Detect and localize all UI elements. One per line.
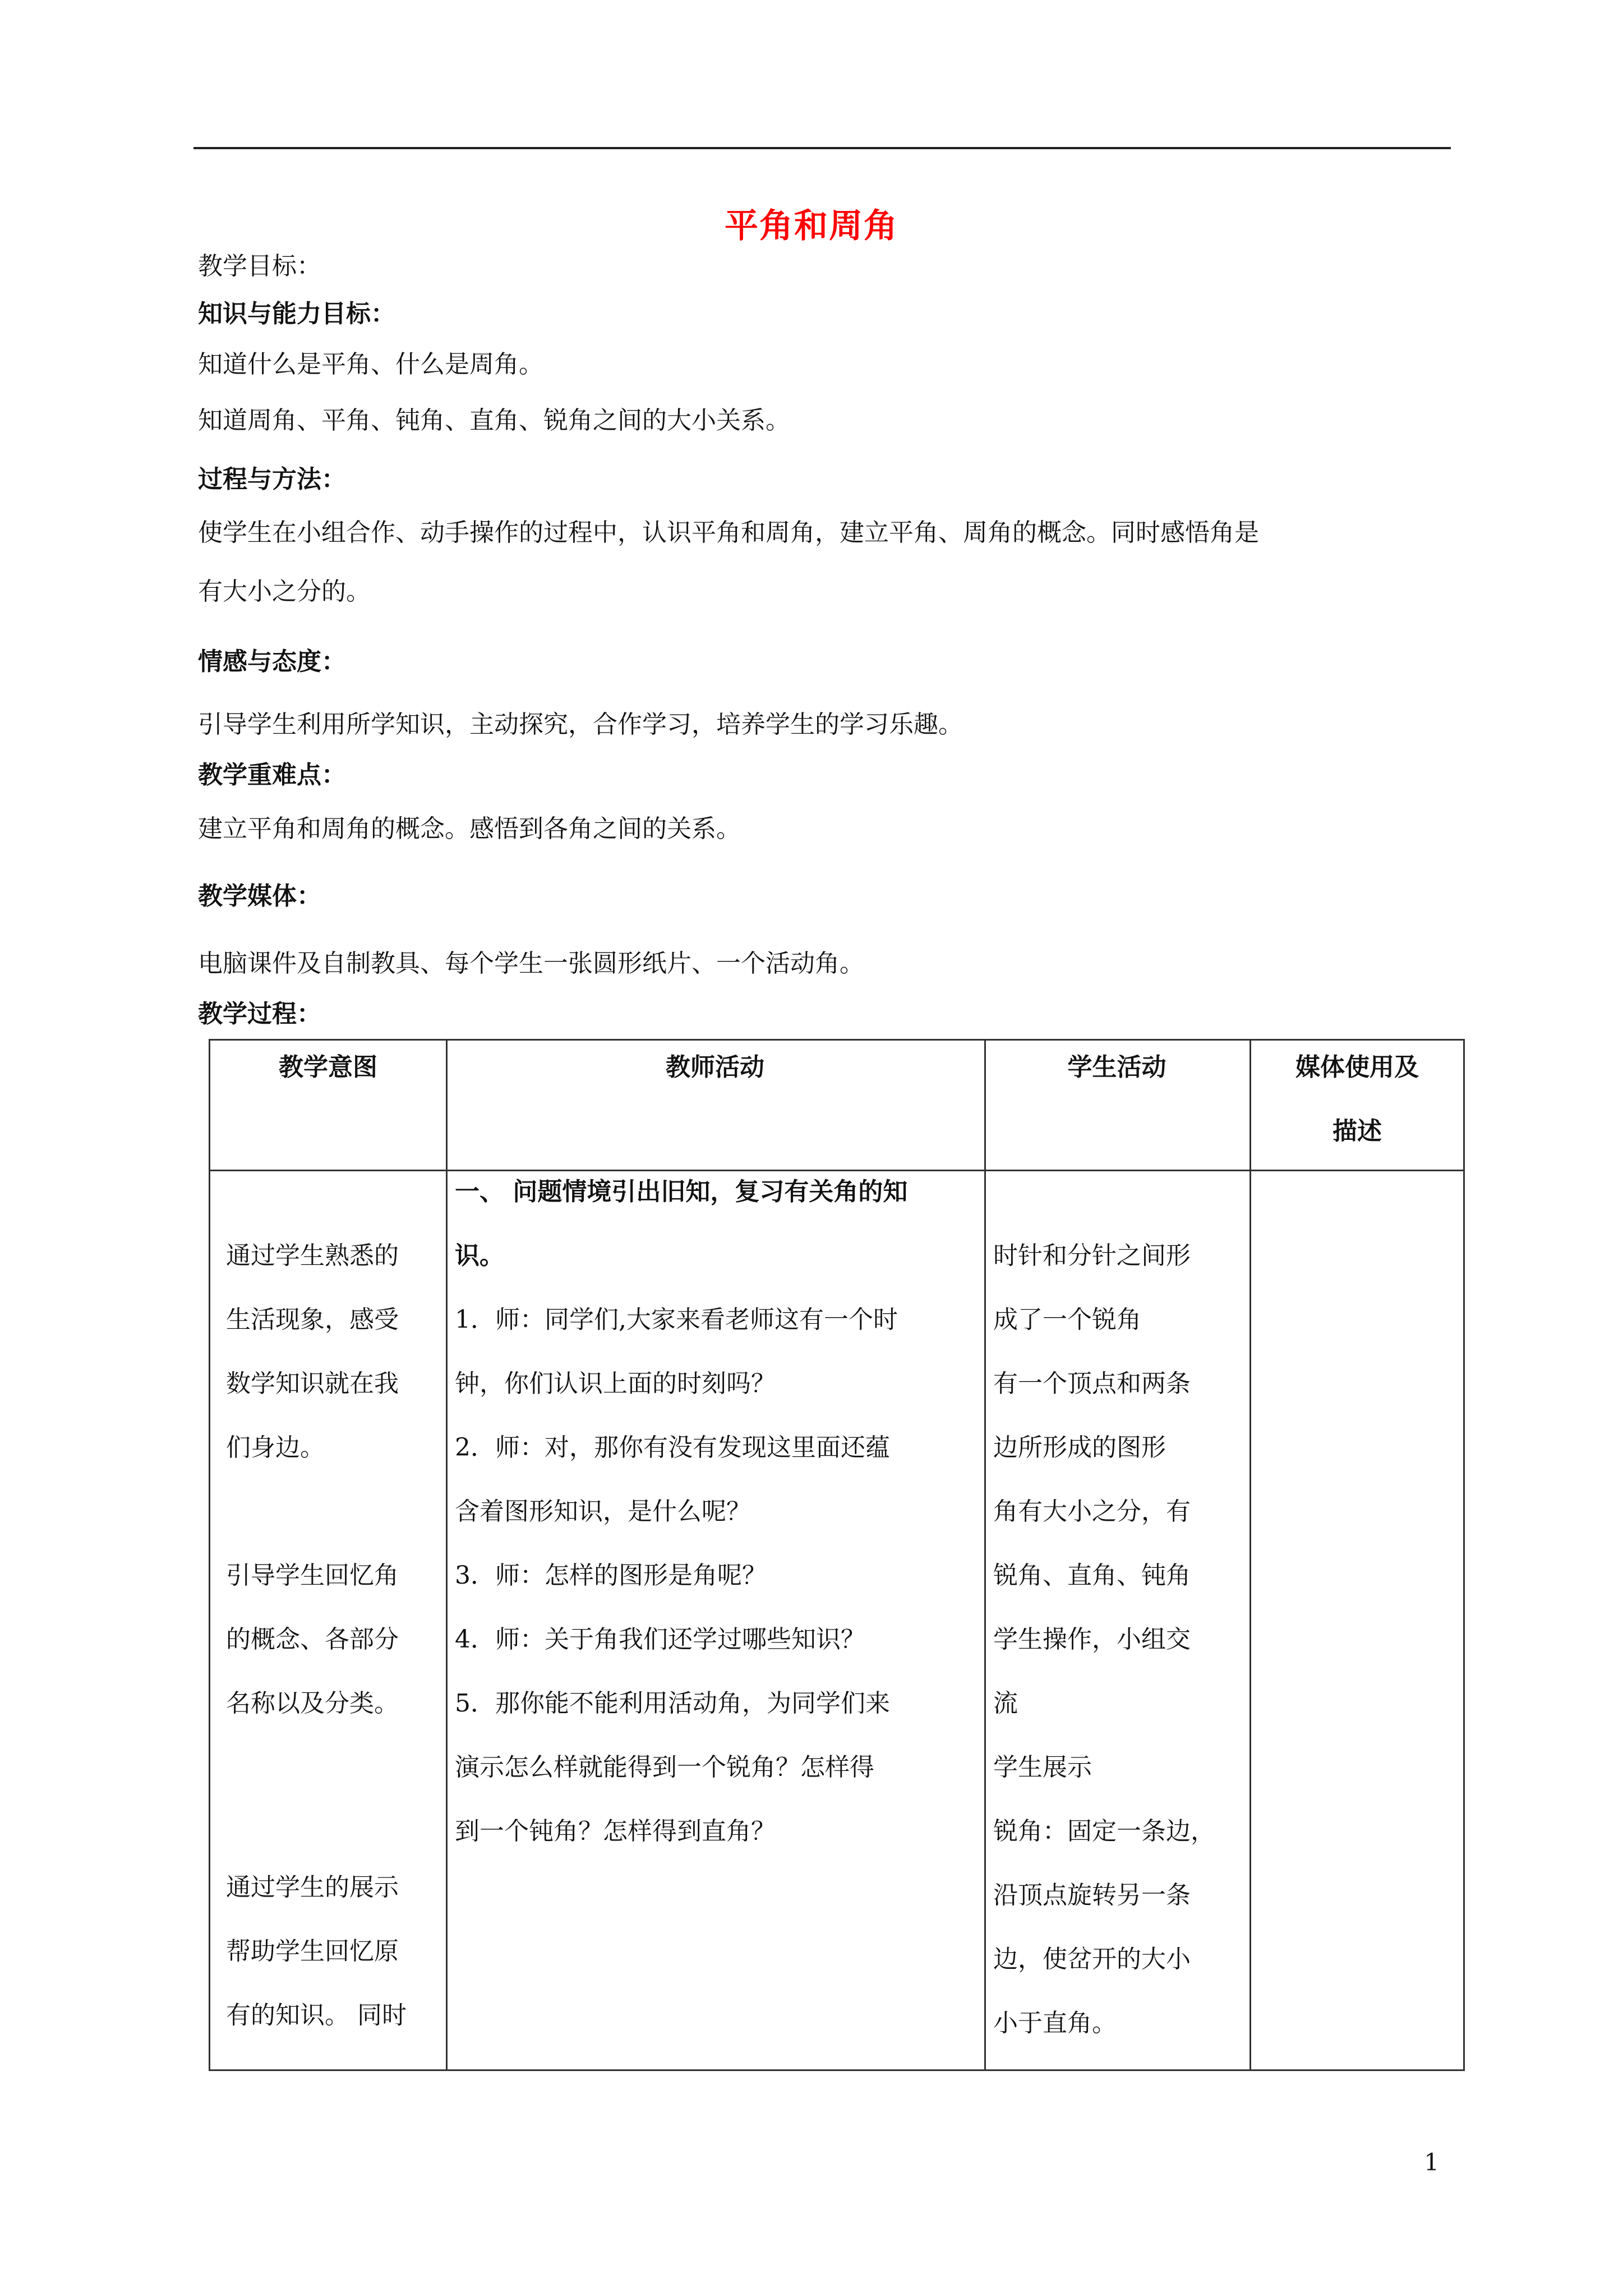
teacher-line: 2．师：对，那你有没有发现这里面还蕴 [455, 1433, 890, 1462]
intent-line: 名称以及分类。 [226, 1689, 399, 1718]
keypoint-line: 建立平角和周角的概念。感悟到各角之间的关系。 [198, 815, 741, 843]
process-line: 使学生在小组合作、动手操作的过程中，认识平角和周角，建立平角、周角的概念。同时感悟角是 [198, 518, 1259, 547]
column-divider [984, 1041, 986, 2069]
student-line: 锐角、直角、钝角 [993, 1561, 1191, 1590]
intent-line: 的概念、各部分 [226, 1625, 399, 1654]
header-rule [193, 147, 1451, 149]
intent-line: 数学知识就在我 [226, 1369, 399, 1398]
page-number: 1 [1424, 2148, 1439, 2176]
column-divider [1249, 1041, 1251, 2069]
teacher-line: 演示怎么样就能得到一个锐角？怎样得 [455, 1753, 874, 1782]
page-title: 平角和周角 [725, 206, 898, 246]
teacher-section-heading: 一、 问题情境引出旧知，复习有关角的知 [455, 1177, 908, 1206]
emotion-heading: 情感与态度： [198, 647, 346, 676]
header-media: 媒体使用及 [1295, 1053, 1419, 1082]
knowledge-line: 知道什么是平角、什么是周角。 [198, 350, 543, 379]
emotion-line: 引导学生利用所学知识，主动探究，合作学习，培养学生的学习乐趣。 [198, 710, 963, 739]
header-student: 学生活动 [1067, 1053, 1166, 1082]
teacher-line: 钟，你们认识上面的时刻吗？ [455, 1369, 776, 1398]
student-line: 有一个顶点和两条 [993, 1369, 1191, 1398]
intent-line: 通过学生熟悉的 [226, 1241, 399, 1270]
student-line: 学生展示 [993, 1753, 1092, 1782]
teacher-line: 3．师：怎样的图形是角呢？ [455, 1561, 767, 1590]
intent-line: 帮助学生回忆原 [226, 1937, 399, 1966]
teacher-section-heading-cont: 识。 [455, 1241, 504, 1270]
student-line: 流 [993, 1689, 1018, 1718]
header-intent: 教学意图 [279, 1053, 377, 1082]
student-line: 边所形成的图形 [993, 1433, 1166, 1462]
teaching-process-table [209, 1039, 1465, 2071]
intent-line: 有的知识。 同时 [226, 2001, 407, 2030]
student-line: 小于直角。 [993, 2009, 1117, 2037]
student-line: 锐角：固定一条边， [993, 1817, 1215, 1846]
teacher-line: 5．那你能不能利用活动角，为同学们来 [455, 1689, 890, 1718]
process-heading: 过程与方法： [198, 465, 346, 494]
teacher-line: 1．师：同学们,大家来看老师这有一个时 [455, 1305, 898, 1334]
teacher-line: 到一个钝角？怎样得到直角？ [455, 1817, 776, 1846]
process-line: 有大小之分的。 [198, 577, 371, 606]
header-media-desc: 描述 [1332, 1117, 1382, 1145]
knowledge-line: 知道周角、平角、钝角、直角、锐角之间的大小关系。 [198, 406, 790, 435]
goals-label: 教学目标： [198, 252, 321, 280]
student-line: 边，使岔开的大小 [993, 1945, 1191, 1973]
student-line: 成了一个锐角 [993, 1305, 1141, 1334]
teacher-line: 含着图形知识，是什么呢？ [455, 1497, 751, 1526]
student-line: 学生操作，小组交 [993, 1625, 1191, 1654]
student-line: 时针和分针之间形 [993, 1241, 1191, 1270]
media-heading: 教学媒体： [198, 882, 321, 910]
keypoint-heading: 教学重难点： [198, 761, 346, 789]
column-divider [446, 1041, 448, 2069]
student-line: 角有大小之分，有 [993, 1497, 1191, 1526]
intent-line: 生活现象，感受 [226, 1305, 399, 1334]
process-table-heading: 教学过程： [198, 1000, 321, 1028]
student-line: 沿顶点旋转另一条 [993, 1881, 1191, 1910]
intent-line: 引导学生回忆角 [226, 1561, 399, 1590]
intent-line: 们身边。 [226, 1433, 325, 1462]
media-line: 电脑课件及自制教具、每个学生一张圆形纸片、一个活动角。 [198, 949, 864, 978]
intent-line: 通过学生的展示 [226, 1873, 399, 1902]
header-row-divider [210, 1170, 1463, 1171]
header-teacher: 教师活动 [666, 1053, 764, 1082]
teacher-line: 4．师：关于角我们还学过哪些知识？ [455, 1625, 865, 1654]
knowledge-heading: 知识与能力目标： [198, 300, 395, 328]
